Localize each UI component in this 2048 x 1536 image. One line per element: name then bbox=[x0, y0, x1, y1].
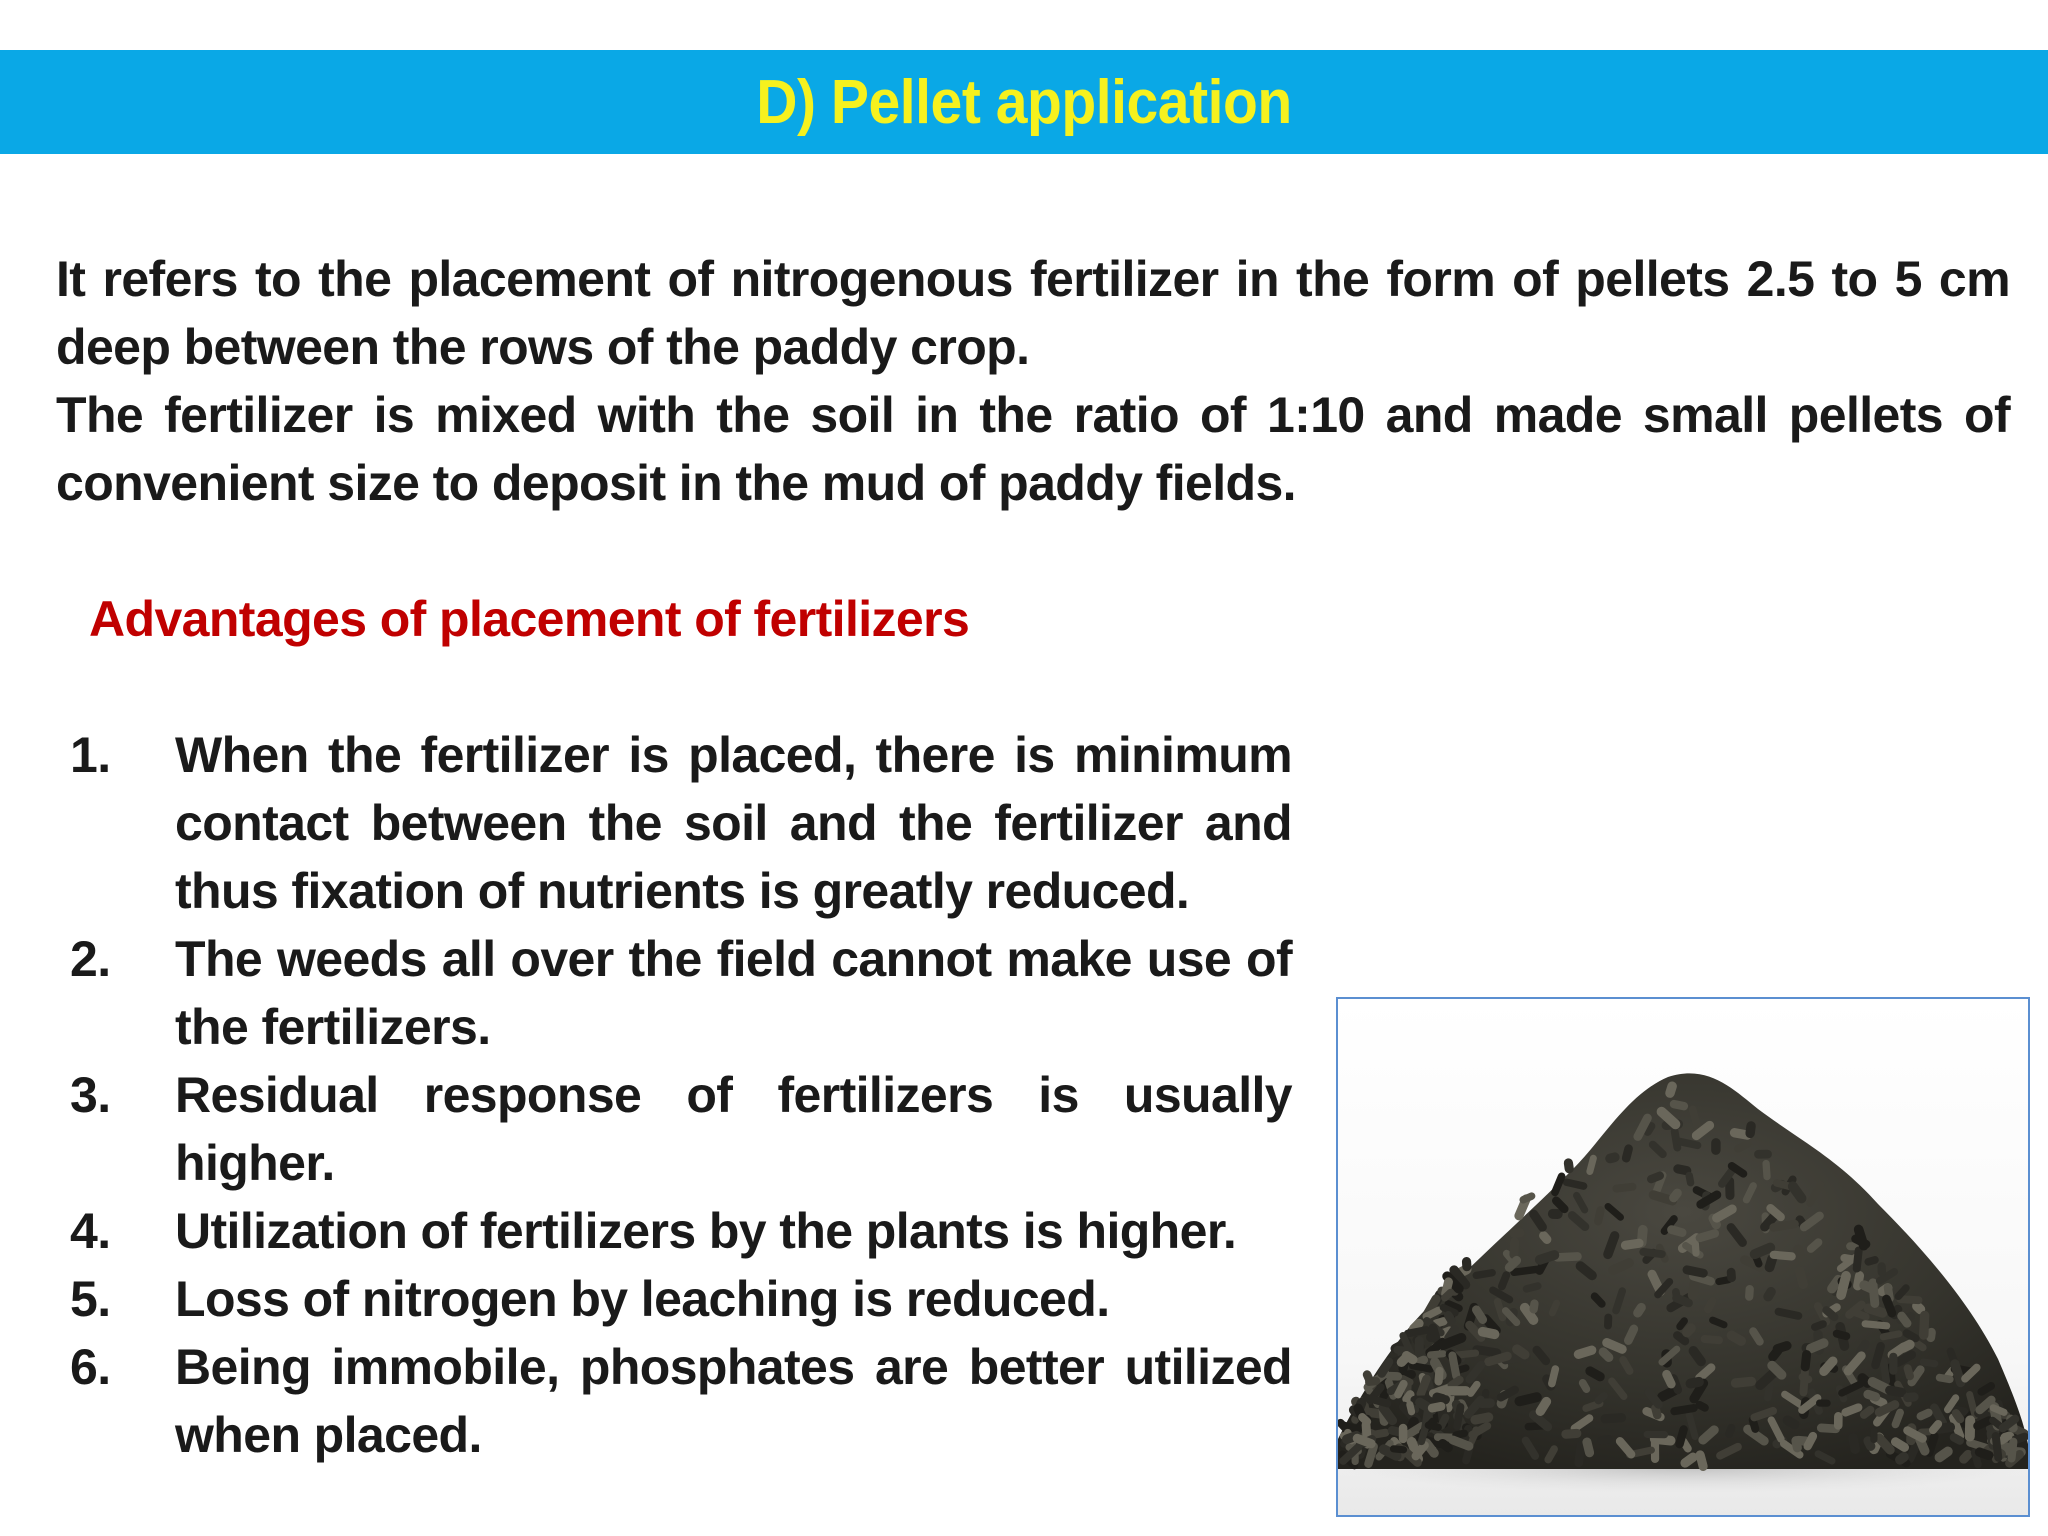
list-item bbox=[70, 925, 1292, 1061]
intro-paragraph-1: It refers to the placement of nitrogenous fertilizer in the form of pellets 2.5 to 5 cm deep between the rows of the paddy crop. bbox=[56, 251, 2010, 375]
list-item-number: 1. bbox=[70, 727, 111, 783]
list-item bbox=[70, 1265, 1292, 1333]
list-item bbox=[70, 1061, 1292, 1197]
pellet-pile-image bbox=[1338, 999, 2028, 1515]
pellet bbox=[1965, 1415, 1976, 1441]
pellet bbox=[1870, 1428, 1877, 1443]
pellet bbox=[1477, 1398, 1495, 1408]
list-item-number: 6. bbox=[70, 1339, 111, 1395]
list-item-text: The weeds all over the field cannot make use of the fertilizers. bbox=[175, 931, 1292, 1055]
pellet bbox=[1561, 1429, 1582, 1440]
pellet bbox=[1692, 1240, 1700, 1257]
pellet bbox=[1442, 1386, 1470, 1395]
advantages-list bbox=[70, 721, 1292, 1469]
title-bar bbox=[0, 50, 2048, 154]
list-item-text: When the fertilizer is placed, there is minimum contact between the soil and the fertilizer and thus fixation of nutrients is greatly reduced. bbox=[175, 727, 1292, 919]
intro-paragraph-2: The fertilizer is mixed with the soil in the ratio of 1:10 and made small pellets of convenient size to deposit in the mud of paddy fields. bbox=[56, 387, 2010, 511]
list-item-number: 2. bbox=[70, 931, 111, 987]
list-item-text: Utilization of fertilizers by the plants is higher. bbox=[175, 1203, 1237, 1259]
pellet bbox=[1563, 1158, 1574, 1174]
pellet bbox=[1816, 1399, 1831, 1406]
pellet bbox=[1877, 1262, 1886, 1276]
pellet bbox=[1762, 1160, 1771, 1181]
pellet-pile-photo bbox=[1336, 997, 2030, 1517]
pellet bbox=[1604, 1313, 1613, 1329]
list-item bbox=[70, 1197, 1292, 1265]
pellet bbox=[1889, 1353, 1897, 1375]
pellet bbox=[1919, 1311, 1930, 1340]
list-item bbox=[70, 1333, 1292, 1469]
pellet bbox=[1600, 1413, 1626, 1424]
pellet bbox=[1745, 1285, 1754, 1301]
advantages-heading: Advantages of placement of fertilizers bbox=[89, 591, 970, 647]
list-item-number: 5. bbox=[70, 1271, 111, 1327]
list-item-text: Residual response of fertilizers is usually higher. bbox=[175, 1067, 1292, 1191]
list-item-number: 3. bbox=[70, 1067, 111, 1123]
pellet bbox=[1509, 1237, 1519, 1259]
list-item-text: Loss of nitrogen by leaching is reduced. bbox=[175, 1271, 1110, 1327]
pellet bbox=[1834, 1412, 1843, 1430]
pellet bbox=[1399, 1424, 1408, 1443]
pellet bbox=[1644, 1431, 1669, 1439]
slide-title: D) Pellet application bbox=[756, 67, 1292, 137]
pellet bbox=[1754, 1150, 1772, 1159]
list-item bbox=[70, 721, 1292, 925]
pellet bbox=[1711, 1138, 1720, 1155]
list-item-text: Being immobile, phosphates are better utilized when placed. bbox=[175, 1339, 1292, 1463]
list-item-number: 4. bbox=[70, 1203, 111, 1259]
intro-text bbox=[56, 245, 2010, 517]
